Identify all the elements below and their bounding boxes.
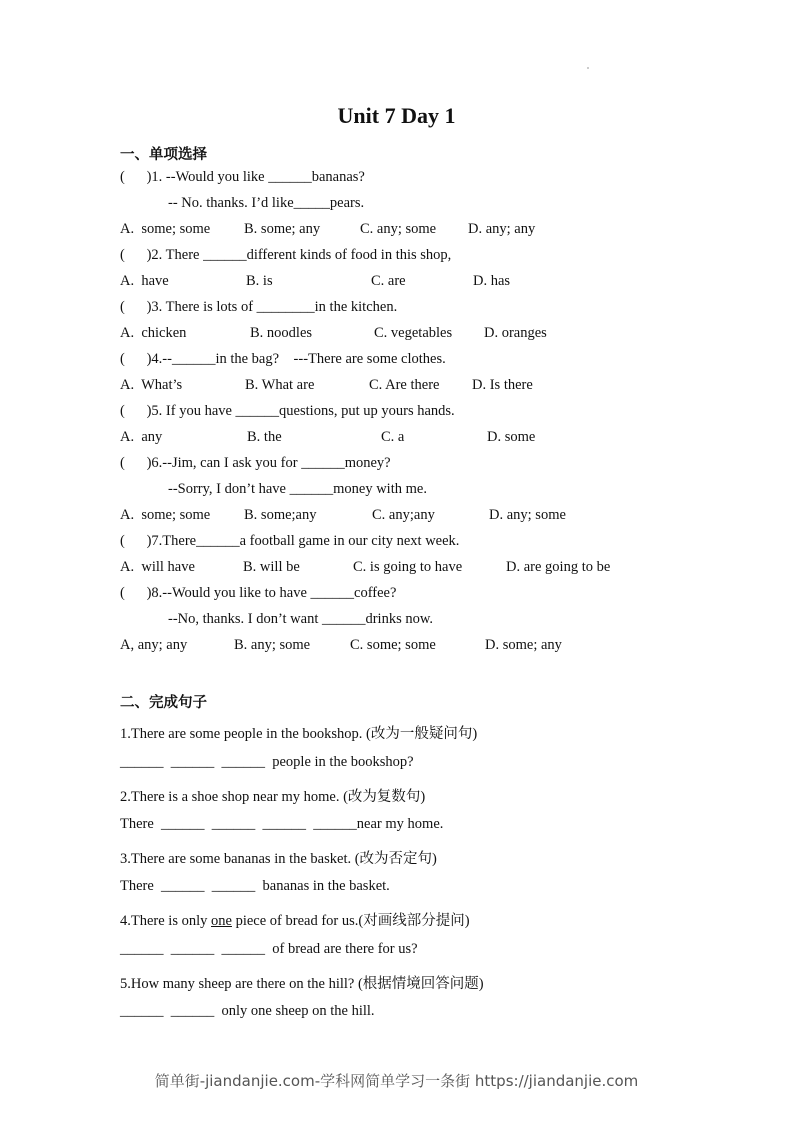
sentence-answer: ______ ______ ______ of bread are there for us? [120, 941, 418, 957]
sentence-prompt: 2.There is a shoe shop near my home. (改为复数句) [120, 789, 426, 805]
option-a: A. any [120, 429, 163, 445]
option-d: D. has [473, 273, 511, 289]
option-d: D. some; any [485, 637, 562, 653]
option-b: B. any; some [234, 637, 311, 653]
question-stem-reply: --Sorry, I don’t have ______money with me. [168, 481, 427, 497]
option-a: A. chicken [120, 325, 187, 341]
question-stem: ( )2. There ______different kinds of food in this shop, [120, 247, 452, 263]
option-c: C. are [371, 273, 406, 289]
option-d: D. Is there [472, 377, 533, 393]
prompt-post: piece of bread for us.(对画线部分提问) [231, 913, 470, 929]
option-d: D. some [487, 429, 536, 445]
question-stem: ( )4.--______in the bag? ---There are some clothes. [120, 351, 446, 367]
option-d: D. oranges [484, 325, 547, 341]
option-c: C. is going to have [353, 559, 463, 575]
sentence-prompt [120, 909, 470, 930]
option-c: C. a [381, 429, 405, 445]
option-b: B. the [247, 429, 282, 445]
section-heading-complete: 二、完成句子 [120, 695, 207, 711]
sentence-prompt: 5.How many sheep are there on the hill? (根据情境回答问题) [120, 976, 484, 992]
option-d: D. any; any [468, 221, 536, 237]
question-stem: ( )6.--Jim, can I ask you for ______money? [120, 455, 391, 471]
option-b: B. some; any [244, 221, 321, 237]
question-stem: ( )7.There______a football game in our city next week. [120, 533, 460, 549]
question-stem: ( )1. --Would you like ______bananas? [120, 169, 365, 185]
option-b: B. is [246, 273, 273, 289]
prompt-pre: 4.There is only [120, 913, 212, 929]
option-b: B. some;any [244, 507, 317, 523]
watermark-footer: 简单街-jiandanjie.com-学科网简单学习一条街 https://jiandanjie.com [154, 1072, 639, 1090]
section-heading-choice: 一、单项选择 [120, 147, 207, 163]
option-c: C. Are there [369, 377, 440, 393]
option-b: B. What are [245, 377, 315, 393]
scan-speck [587, 67, 589, 69]
option-c: C. any;any [372, 507, 435, 523]
question-stem-reply: --No, thanks. I don’t want ______drinks now. [168, 611, 434, 627]
sentence-prompt: 1.There are some people in the bookshop. (改为一般疑问句) [120, 726, 478, 742]
option-a: A. some; some [120, 221, 211, 237]
option-a: A. will have [120, 559, 195, 575]
option-b: B. will be [243, 559, 300, 575]
sentence-answer: There ______ ______ ______ ______near my home. [120, 816, 444, 832]
option-c: C. vegetables [374, 325, 453, 341]
sentence-answer: ______ ______ only one sheep on the hill. [120, 1003, 375, 1019]
option-a: A. some; some [120, 507, 211, 523]
option-d: D. are going to be [506, 559, 611, 575]
question-stem: ( )5. If you have ______questions, put up yours hands. [120, 403, 455, 419]
sentence-answer: There ______ ______ bananas in the basket. [120, 878, 390, 894]
option-a: A, any; any [120, 637, 188, 653]
option-a: A. have [120, 273, 169, 289]
question-stem: ( )3. There is lots of ________in the kitchen. [120, 299, 398, 315]
option-a: A. What’s [120, 377, 183, 393]
option-c: C. any; some [360, 221, 437, 237]
option-b: B. noodles [250, 325, 313, 341]
page-title: Unit 7 Day 1 [337, 103, 456, 128]
question-stem: ( )8.--Would you like to have ______coffee? [120, 585, 397, 601]
option-d: D. any; some [489, 507, 566, 523]
underlined-word: one [211, 913, 232, 929]
option-c: C. some; some [350, 637, 436, 653]
sentence-prompt: 3.There are some bananas in the basket. (改为否定句) [120, 851, 437, 867]
question-stem-reply: -- No. thanks. I’d like_____pears. [168, 195, 365, 211]
sentence-answer: ______ ______ ______ people in the bookshop? [120, 754, 414, 770]
